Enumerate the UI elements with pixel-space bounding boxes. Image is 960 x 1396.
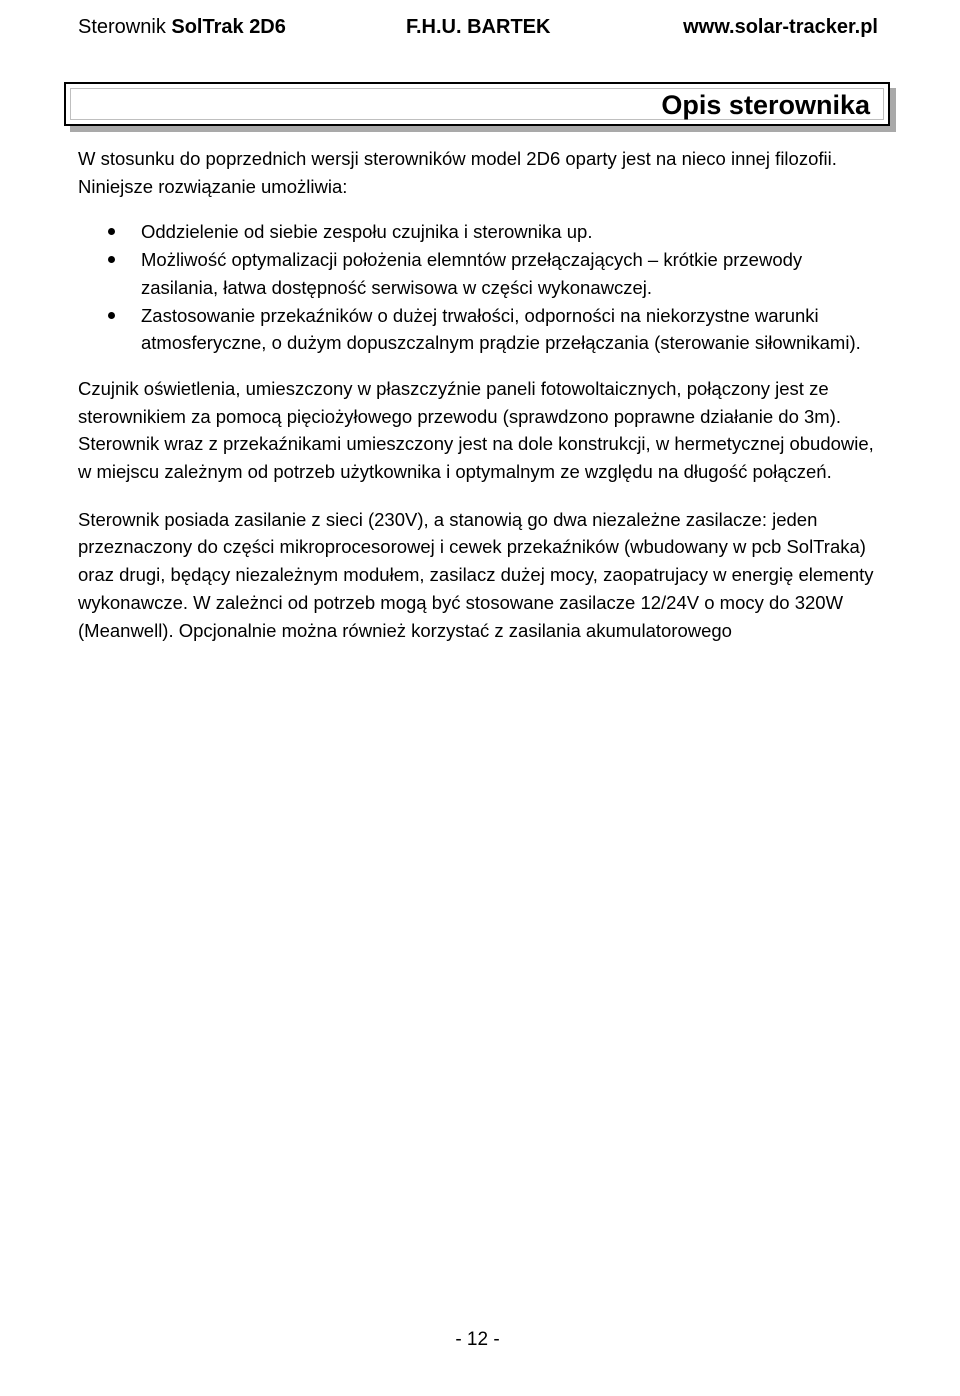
title-box-frame — [64, 82, 890, 126]
list-item — [78, 218, 878, 246]
sensor-paragraph: Czujnik oświetlenia, umieszczony w płaszczyźnie paneli fotowoltaicznych, połączony jest ze sterownikiem za pomocą pięciożyłowego przewodu (sprawdzono poprawne działanie do 3m). Sterownik wraz z przekaźnikami umieszczony jest na dole konstrukcji, w hermetycznej obudowie, w miejscu zależnym od potrzeb użytkownika i optymalnym ze względu na długość połączeń. — [78, 377, 874, 483]
product-name: SolTrak 2D6 — [171, 16, 286, 38]
page-number: - 12 - — [455, 1329, 500, 1350]
document-name — [78, 12, 286, 42]
power-supply-paragraph: Sterownik posiada zasilanie z sieci (230V), a stanowią go dwa niezależne zasilacze: jeden przeznaczony do części mikroprocesorowej i cewek przekaźników (wbudowany w pcb SolTraka) oraz drugi, będący niezależnym modułem, zasilacz dużej mocy, zaopatrujacy w energię elementy wykonawcze. W zależnci od potrzeb mogą być stosowane zasilacze 12/24V o mocy do 320W (Meanwell). Opcjonalnie można również korzystać z zasilania akumulatorowego — [78, 508, 874, 641]
feature-list — [78, 218, 878, 357]
page-body — [78, 145, 878, 644]
bullet-icon — [108, 312, 115, 319]
list-item — [78, 246, 878, 301]
bullet-icon — [108, 228, 115, 235]
section-title-box — [64, 82, 890, 126]
document-name-prefix: Sterownik — [78, 16, 172, 38]
section-title: Opis sterownika — [661, 90, 870, 120]
list-item-text: Oddzielenie od siebie zespołu czujnika i sterownika up. — [141, 221, 593, 243]
list-item — [78, 302, 878, 357]
company-name: F.H.U. BARTEK — [406, 16, 551, 38]
bullet-icon — [108, 256, 115, 263]
list-item-text: Zastosowanie przekaźników o dużej trwałości, odporności na niekorzystne warunki atmosferyczne, o dużym dopuszczalnym prądzie przełączania (sterowanie siłownikami). — [141, 304, 861, 354]
page-header — [78, 12, 878, 42]
list-item-text: Możliwość optymalizacji położenia elemntów przełączających – krótkie przewody zasilania, łatwa dostępność serwisowa w części wykonawczej. — [141, 249, 803, 298]
intro-paragraph: W stosunku do poprzednich wersji sterowników model 2D6 oparty jest na nieco innej filozofii. Niniejsze rozwiązanie umożliwia: — [78, 148, 837, 197]
website-url: www.solar-tracker.pl — [683, 16, 878, 38]
